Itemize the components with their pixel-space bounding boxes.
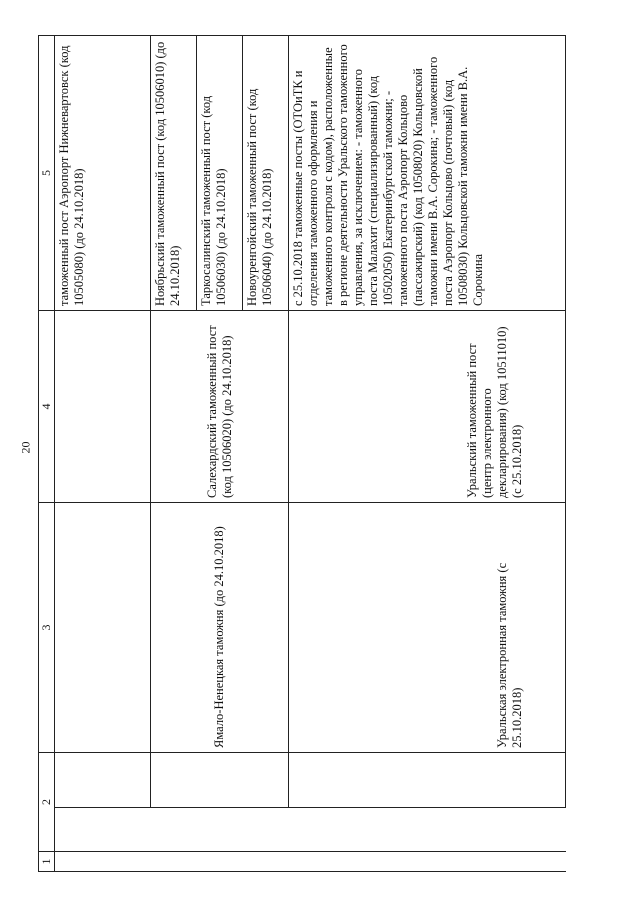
header-col-4: 4 bbox=[39, 311, 55, 503]
header-col-1: 1 bbox=[39, 852, 55, 872]
header-col-5: 5 bbox=[39, 36, 55, 311]
cell-yamal-customs: Ямало-Ненецкая таможня (до 24.10.2018) bbox=[151, 503, 289, 753]
table-row bbox=[151, 36, 197, 872]
rotated-table-page bbox=[38, 36, 566, 872]
cell-tarkosale: Таркосалинский таможенный пост (код 10506030) (до 24.10.2018) bbox=[197, 36, 243, 311]
cell-ural-customs: Уральская электронная таможня (с 25.10.2018) bbox=[289, 503, 566, 753]
table-row bbox=[289, 36, 566, 872]
header-col-2: 2 bbox=[39, 753, 55, 852]
cell-col4-empty bbox=[55, 311, 151, 503]
table-row bbox=[55, 36, 151, 872]
cell-nizhnevartovsk: таможенный пост Аэропорт Нижневартовск (код 10505080) (до 24.10.2018) bbox=[55, 36, 151, 311]
page-number: 20 bbox=[18, 441, 33, 454]
cell-ural-post: Уральский таможенный пост (центр электронного декларирования) (код 10511010) (с 25.10.2018) bbox=[289, 311, 566, 503]
cell-col1 bbox=[55, 852, 566, 872]
cell-col2b bbox=[55, 753, 151, 808]
cell-ural-list: с 25.10.2018 таможенные посты (ОТОиТК и отделения таможенного оформления и таможенного контроля с кодом), расположенные в регионе деятельности Уральского таможенного управления, за исключением: - таможенного поста Малахит (специализированный) (код 10502050) Екатеринбургской таможни; - таможенного поста Аэропорт Кольцово (пассажирский) (код 10508020) Кольцовской таможни имени В.А. Сорокина; - таможенного поста Аэропорт Кольцово (почтовый) (код 10508030) Кольцовской таможни имени В.А. Сорокина bbox=[289, 36, 566, 311]
customs-table bbox=[38, 35, 566, 872]
cell-salekhard-post: Салехардский таможенный пост (код 10506020) (до 24.10.2018) bbox=[151, 311, 289, 503]
cell-col2 bbox=[55, 808, 566, 852]
header-col-3: 3 bbox=[39, 503, 55, 753]
header-row bbox=[39, 36, 55, 872]
cell-col3-empty bbox=[55, 503, 151, 753]
cell-noyabrsk: Ноябрьский таможенный пост (код 10506010) (до 24.10.2018) bbox=[151, 36, 197, 311]
cell-novy-urengoy: Новоуренгойский таможенный пост (код 10506040) (до 24.10.2018) bbox=[243, 36, 289, 311]
cell-col2b-ural bbox=[289, 753, 566, 808]
cell-col2b-yamal bbox=[151, 753, 289, 808]
